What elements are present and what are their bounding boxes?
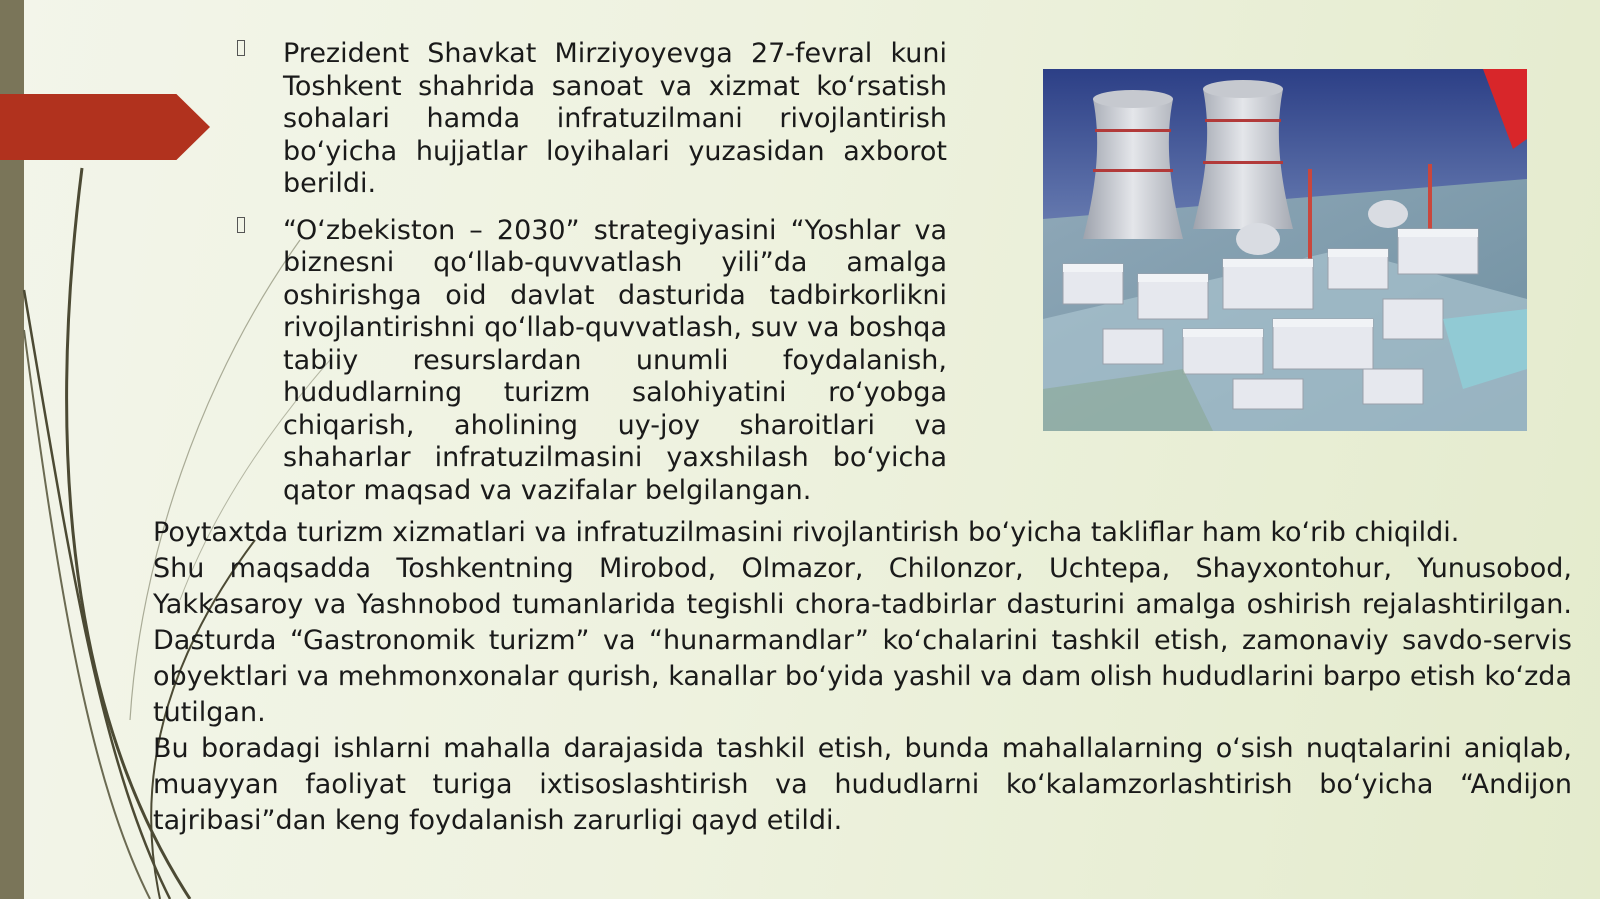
paragraph: Shu maqsadda Toshkentning Mirobod, Olmazor, Chilonzor, Uchtepa, Shayxontohur, Yunusobod, Yakkasaroy va Yashnobod tumanlarida tegishli chora-tadbirlar dasturini amalga oshirish rejalashtirilgan. Dasturda “Gastronomik turizm” va “hunarmandlar” ko‘chalarini tashkil etish, zamonaviy savdo-servis obyektlari va mehmonxonalar qurish, kanallar bo‘yida yashil va dam olish hududlarini barpo etish ko‘zda tutilgan.	[153, 553, 1572, 728]
paragraph: Poytaxtda turizm xizmatlari va infratuzilmasini rivojlantirish bo‘yicha takliflar ham ko‘rib chiqildi.	[153, 517, 1460, 548]
square-bullet-icon	[237, 217, 245, 233]
body-text	[153, 515, 1572, 839]
power-plant-model-photo	[1043, 69, 1527, 431]
bullet-list	[237, 38, 947, 521]
bullet-text: Prezident Shavkat Mirziyoyevga 27-fevral kuni Toshkent shahrida sanoat va xizmat ko‘rsatish sohalari hamda infratuzilmani rivojlantirish bo‘yicha hujjatlar loyihalari yuzasidan axborot berildi.	[283, 38, 947, 199]
bullet-item	[237, 215, 947, 508]
bullet-text: “O‘zbekiston – 2030” strategiyasini “Yoshlar va biznesni qo‘llab-quvvatlash yili”da amalga oshirishga oid davlat dasturida tadbirkorlikni rivojlantirishni qo‘llab-quvvatlash, suv va boshqa tabiiy resurslardan unumli foydalanish, hududlarning turizm salohiyatini ro‘yobga chiqarish, aholining uy-joy sharoitlari va shaharlar infratuzilmasini yaxshilash bo‘yicha qator maqsad va vazifalar belgilangan.	[283, 214, 947, 506]
bullet-item	[237, 38, 947, 201]
square-bullet-icon	[237, 40, 245, 56]
paragraph: Bu boradagi ishlarni mahalla darajasida tashkil etish, bunda mahallalarning o‘sish nuqtalarini aniqlab, muayyan faoliyat turiga ixtisoslashtirish va hududlarni ko‘kalamzorlashtirish bo‘yicha “Andijon tajribasi”dan keng foydalanish zarurligi qayd etildi.	[153, 733, 1572, 836]
red-arrow-decoration	[0, 94, 210, 160]
